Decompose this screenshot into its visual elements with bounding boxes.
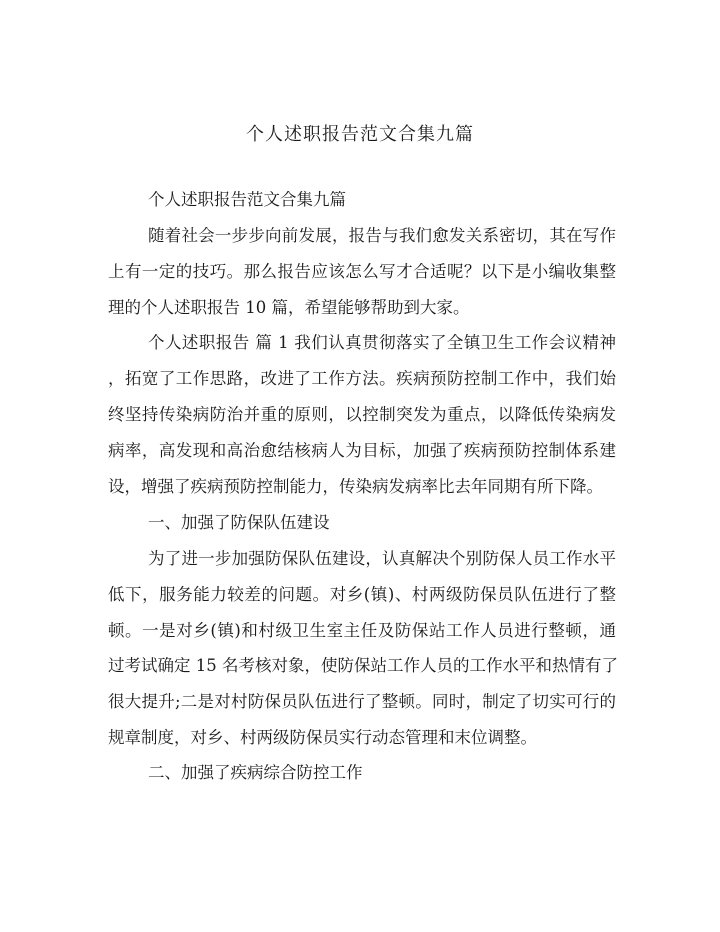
paragraph-line: 很大提升;二是对村防保员队伍进行了整顿。同时，制定了切实可行的 [108,692,616,711]
paragraph-line: 低下，服务能力较差的问题。对乡(镇)、村两级防保员队伍进行了整 [108,585,616,604]
document-title: 个人述职报告范文合集九篇 [246,124,474,145]
paragraph-line: 理的个人述职报告 10 篇，希望能够帮助到大家。 [108,298,470,317]
paragraph-line: 病率，高发现和高治愈结核病人为目标，加强了疾病预防控制体系建 [108,441,616,460]
paragraph-line: 设，增强了疾病预防控制能力，传染病发病率比去年同期有所下降。 [108,477,603,496]
paragraph-line: 为了进一步加强防保队伍建设，认真解决个别防保人员工作水平 [148,549,616,568]
paragraph-line: 规章制度，对乡、村两级防保员实行动态管理和末位调整。 [108,728,537,747]
paragraph-line: 顿。一是对乡(镇)和村级卫生室主任及防保站工作人员进行整顿，通 [108,621,616,640]
paragraph-line: 终坚持传染病防治并重的原则，以控制突发为重点，以降低传染病发 [108,405,616,424]
section-heading: 二、加强了疾病综合防控工作 [148,763,363,782]
section-heading: 一、加强了防保队伍建设 [148,513,330,532]
paragraph-line: 过考试确定 15 名考核对象，使防保站工作人员的工作水平和热情有了 [108,656,618,675]
subtitle-line: 个人述职报告范文合集九篇 [148,190,346,209]
paragraph-line: 上有一定的技巧。那么报告应该怎么写才合适呢？以下是小编收集整 [108,262,616,281]
paragraph-line: ，拓宽了工作思路，改进了工作方法。疾病预防控制工作中，我们始 [108,369,616,388]
paragraph-line: 随着社会一步步向前发展，报告与我们愈发关系密切，其在写作 [148,226,616,245]
paragraph-line: 个人述职报告 篇 1 我们认真贯彻落实了全镇卫生工作会议精神 [148,333,616,352]
